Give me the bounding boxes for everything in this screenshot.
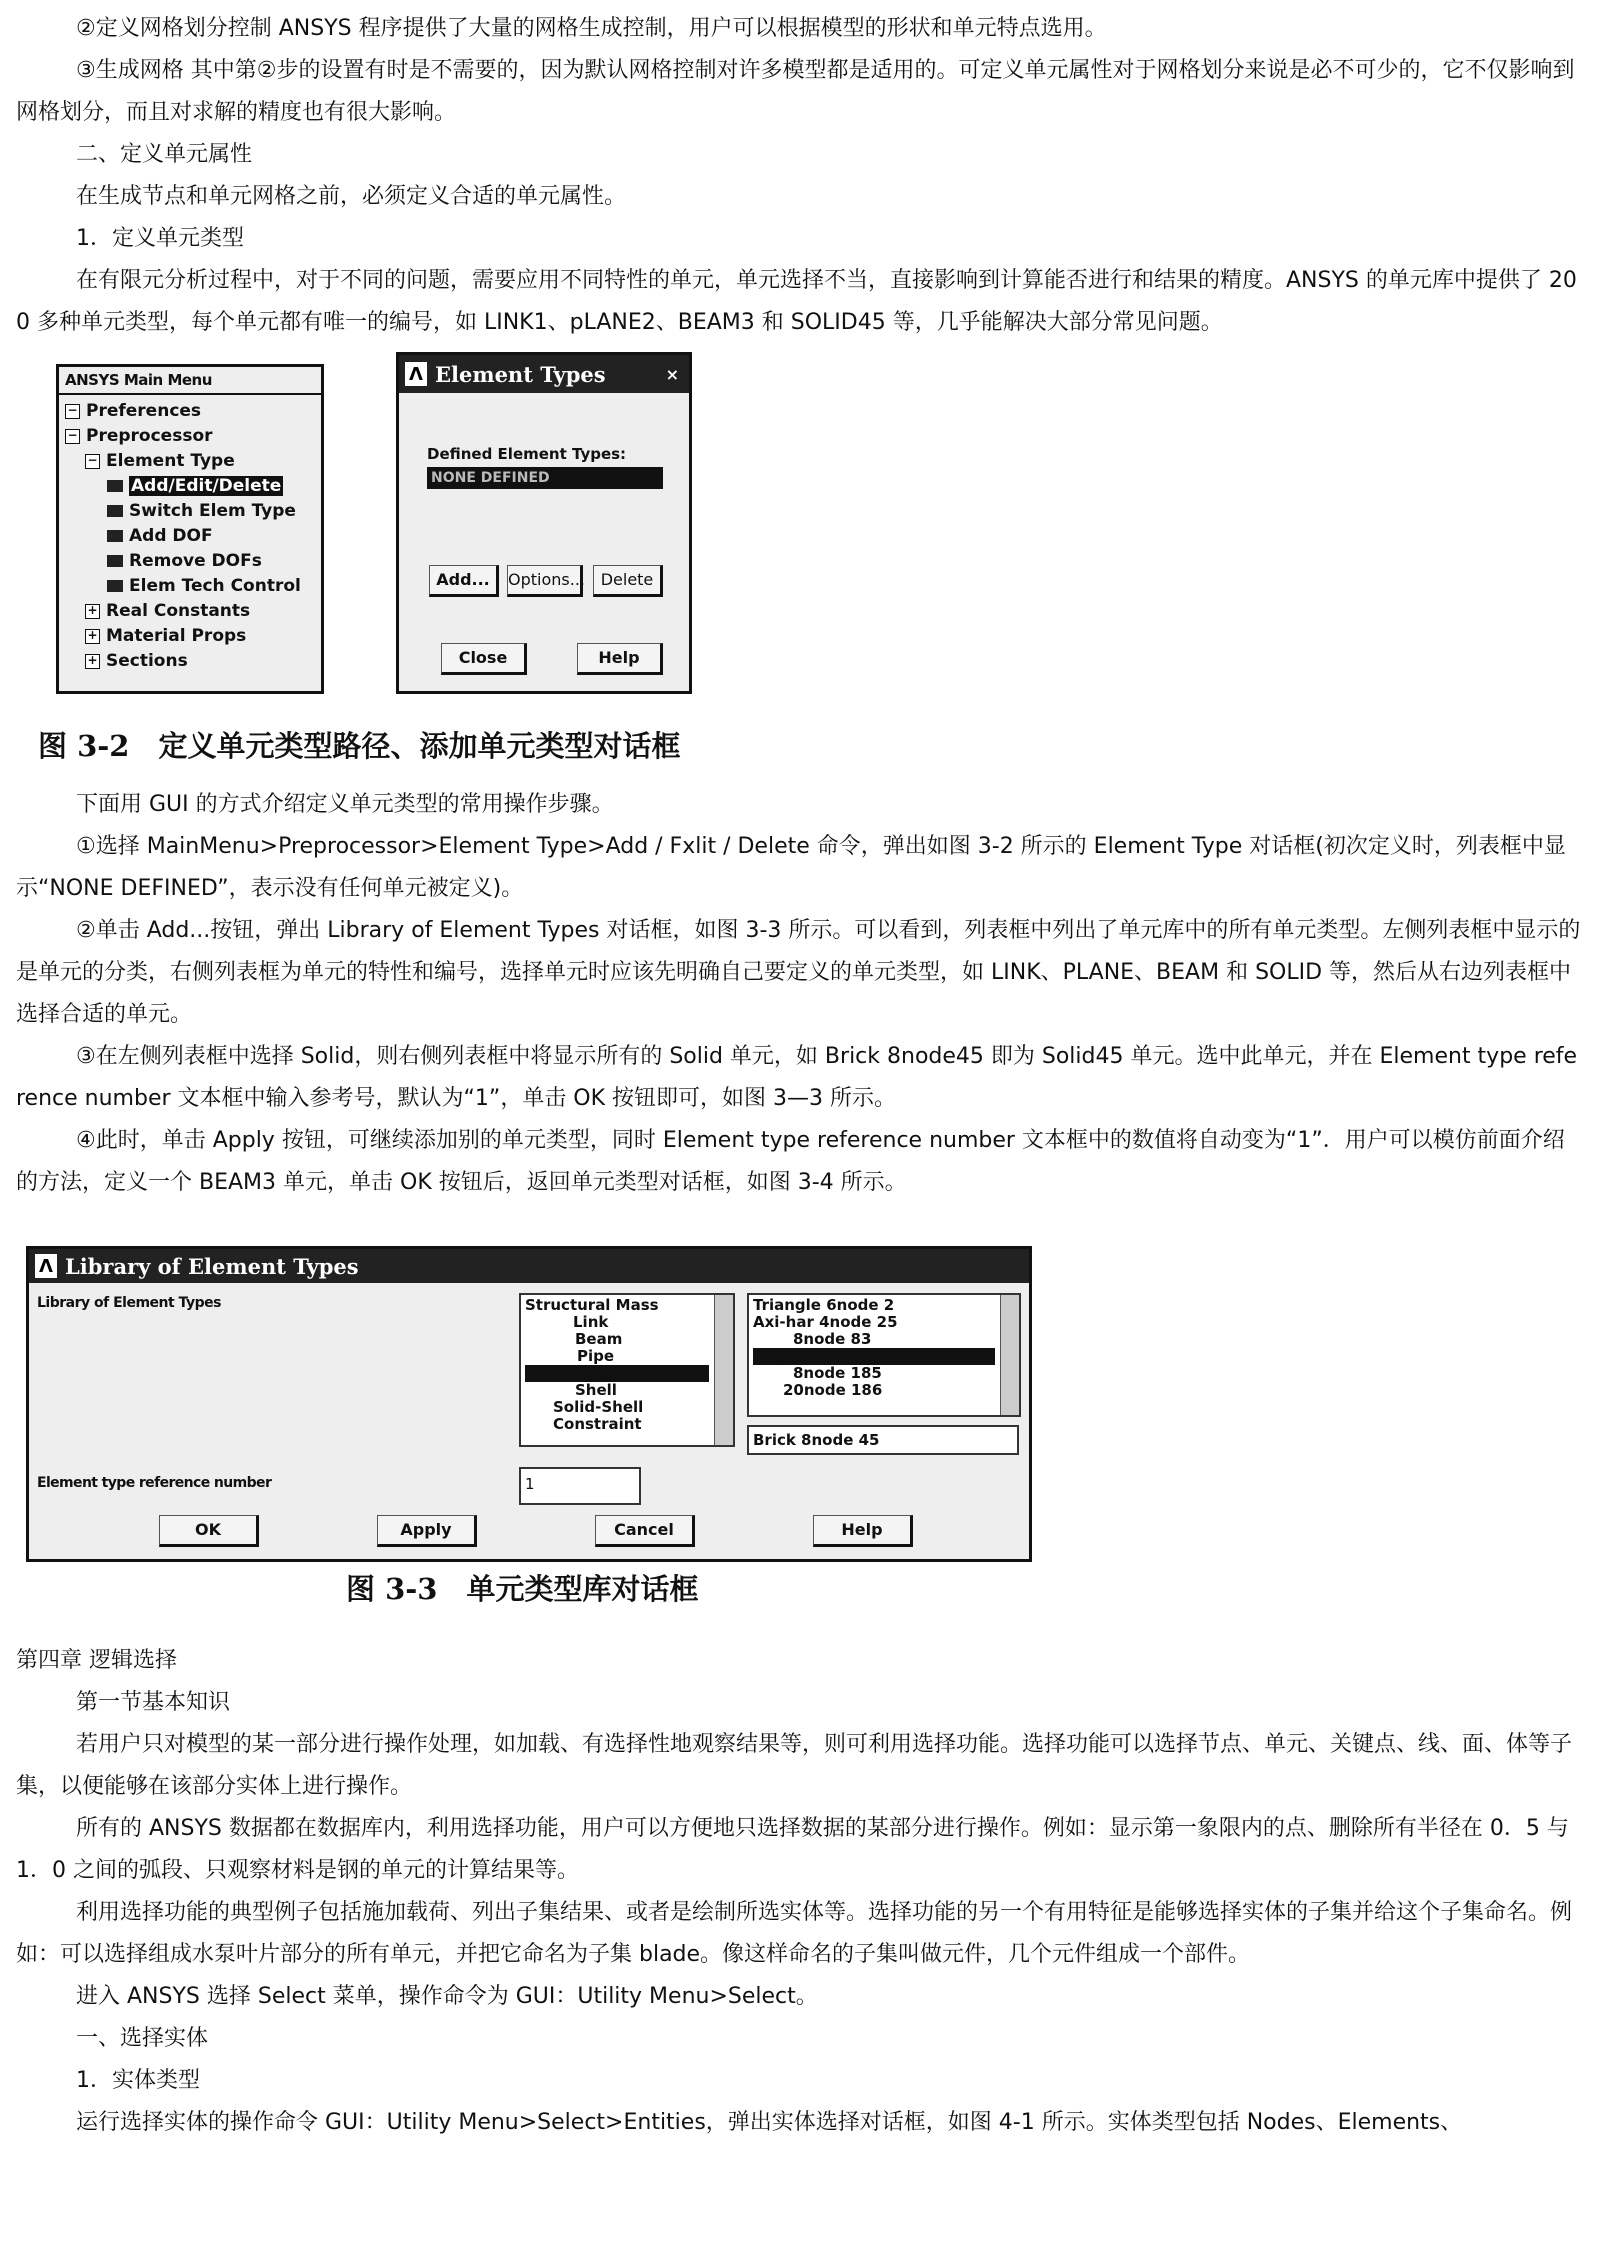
paragraph: ②定义网格划分控制 ANSYS 程序提供了大量的网格生成控制，用户可以根据模型的形状和单元特点选用。: [76, 16, 1107, 41]
dialog-title: Element Types: [435, 361, 606, 387]
category-item[interactable]: Structural Mass: [525, 1296, 659, 1314]
menu-item-add-dof[interactable]: Add DOF: [65, 524, 315, 549]
options-button[interactable]: Options...: [507, 565, 583, 597]
paragraph: 进入 ANSYS 选择 Select 菜单，操作命令为 GUI：Utility Menu>Select。: [76, 1984, 818, 2009]
main-menu-title: ANSYS Main Menu: [59, 367, 321, 395]
menu-command-icon: [107, 480, 123, 492]
element-list[interactable]: [747, 1293, 1021, 1417]
menu-item-remove-dofs[interactable]: Remove DOFs: [65, 549, 315, 574]
help-button[interactable]: Help: [577, 643, 663, 675]
element-item[interactable]: 8node 185: [793, 1364, 882, 1382]
element-item[interactable]: 20node 186: [783, 1381, 883, 1399]
subsection-heading: 1．定义单元类型: [76, 226, 244, 251]
menu-item-sections[interactable]: + Sections: [65, 649, 315, 674]
paragraph: 利用选择功能的典型例子包括施加载荷、列出子集结果、或者是绘制所选实体等。选择功能的另一个有用特征是能够选择实体的子集并给这个子集命名。例如：可以选择组成水泵叶片部分的所有单元，并把它命名为子集 blade。像这样命名的子集叫做元件，几个元件组成一个部件。: [16, 1900, 1573, 1967]
paragraph: ①选择 MainMenu>Preprocessor>Element Type>Add / Fxlit / Delete 命令，弹出如图 3-2 所示的 Element Type 对话框(初次定义时，列表框中显示“NONE DEFINED”，表示没有任何单元被定义)。: [16, 834, 1566, 901]
chapter-heading: 第四章 逻辑选择: [16, 1648, 177, 1673]
collapse-box-icon: −: [85, 454, 100, 469]
ref-number-label: Element type reference number: [37, 1475, 272, 1491]
category-item[interactable]: Shell: [575, 1381, 617, 1399]
close-icon[interactable]: ×: [665, 364, 679, 384]
paragraph: 在生成节点和单元网格之前，必须定义合适的单元属性。: [76, 184, 627, 209]
category-item[interactable]: Pipe: [577, 1347, 615, 1365]
figure-3-3: [16, 1204, 1582, 1564]
menu-command-icon: [107, 580, 123, 592]
library-of-element-types-dialog: [26, 1246, 1032, 1562]
paragraph: 在有限元分析过程中，对于不同的问题，需要应用不同特性的单元，单元选择不当，直接影响到计算能否进行和结果的精度。ANSYS 的单元库中提供了 200 多种单元类型，每个单元都有唯一的编号，如 LINK1、pLANE2、BEAM3 和 SOLID45 等，几乎能解决大部分常见问题。: [16, 268, 1577, 335]
category-item-selected[interactable]: Solid: [525, 1365, 709, 1382]
category-item[interactable]: Solid-Shell: [553, 1398, 644, 1416]
ok-button[interactable]: OK: [159, 1515, 259, 1547]
menu-item-add-edit-delete[interactable]: Add/Edit/Delete: [65, 474, 315, 499]
element-item[interactable]: Triangle 6node 2: [753, 1296, 895, 1314]
category-item[interactable]: Beam: [575, 1330, 623, 1348]
element-item-selected[interactable]: Brick 8node 45: [753, 1348, 995, 1365]
section-heading: 一、选择实体: [76, 2026, 209, 2051]
expand-box-icon: +: [85, 629, 100, 644]
paragraph: 若用户只对模型的某一部分进行操作处理，如加载、有选择性地观察结果等，则可利用选择功能。选择功能可以选择节点、单元、关键点、线、面、体等子集，以便能够在该部分实体上进行操作。: [16, 1732, 1573, 1799]
menu-item-material-props[interactable]: + Material Props: [65, 624, 315, 649]
paragraph: 所有的 ANSYS 数据都在数据库内，利用选择功能，用户可以方便地只选择数据的某部分进行操作。例如：显示第一象限内的点、删除所有半径在 0．5 与 1．0 之间的弧段、只观察材料是钢的单元的计算结果等。: [16, 1816, 1569, 1883]
menu-item-element-type[interactable]: − Element Type: [65, 449, 315, 474]
help-button[interactable]: Help: [813, 1515, 913, 1547]
library-label: Library of Element Types: [37, 1295, 221, 1311]
menu-item-preferences[interactable]: − Preferences: [65, 399, 315, 424]
figure-3-2: [16, 344, 1582, 744]
paragraph: ④此时，单击 Apply 按钮，可继续添加别的单元类型，同时 Element type reference number 文本框中的数值将自动变为“1”．用户可以模仿前面介绍的方法，定义一个 BEAM3 单元，单击 OK 按钮后，返回单元类型对话框，如图 3-4 所示。: [16, 1128, 1565, 1195]
paragraph: ③生成网格 其中第②步的设置有时是不需要的，因为默认网格控制对许多模型都是适用的。可定义单元属性对于网格划分来说是必不可少的，它不仅影响到网格划分，而且对求解的精度也有很大影响。: [16, 58, 1575, 125]
paragraph: 运行选择实体的操作命令 GUI：Utility Menu>Select>Entities，弹出实体选择对话框，如图 4-1 所示。实体类型包括 Nodes、Elements、: [76, 2110, 1463, 2135]
category-list[interactable]: [519, 1293, 735, 1447]
element-types-dialog: [396, 352, 692, 694]
apply-button[interactable]: Apply: [377, 1515, 477, 1547]
ansys-main-menu-window: [56, 364, 324, 694]
menu-item-elem-tech-control[interactable]: Elem Tech Control: [65, 574, 315, 599]
menu-item-real-constants[interactable]: + Real Constants: [65, 599, 315, 624]
section-heading: 第一节基本知识: [76, 1690, 231, 1715]
ansys-logo-icon: Λ: [405, 362, 427, 386]
scrollbar[interactable]: [714, 1295, 733, 1445]
collapse-box-icon: −: [65, 429, 80, 444]
defined-types-item: NONE DEFINED: [431, 470, 550, 486]
element-item[interactable]: 8node 83: [793, 1330, 872, 1348]
expand-box-icon: +: [85, 604, 100, 619]
figure-caption: 图 3-3 单元类型库对话框: [346, 1572, 699, 1606]
subsection-heading: 1．实体类型: [76, 2068, 200, 2093]
dialog-title: Library of Element Types: [65, 1253, 359, 1279]
figure-caption: 图 3-2 定义单元类型路径、添加单元类型对话框: [38, 729, 681, 763]
section-heading: 二、定义单元属性: [76, 142, 253, 167]
menu-command-icon: [107, 555, 123, 567]
delete-button[interactable]: Delete: [593, 565, 663, 597]
dialog-titlebar: [29, 1249, 1029, 1283]
selected-element-field: Brick 8node 45: [747, 1425, 1019, 1455]
collapse-box-icon: −: [65, 404, 80, 419]
add-button[interactable]: Add...: [429, 565, 499, 597]
menu-command-icon: [107, 505, 123, 517]
ref-number-input[interactable]: 1: [519, 1467, 641, 1505]
scrollbar[interactable]: [1000, 1295, 1019, 1415]
cancel-button[interactable]: Cancel: [595, 1515, 695, 1547]
expand-box-icon: +: [85, 654, 100, 669]
defined-types-label: Defined Element Types:: [427, 445, 627, 463]
menu-item-switch-elem-type[interactable]: Switch Elem Type: [65, 499, 315, 524]
category-item[interactable]: Constraint: [553, 1415, 642, 1433]
menu-tree: [59, 395, 321, 678]
paragraph: 下面用 GUI 的方式介绍定义单元类型的常用操作步骤。: [76, 792, 614, 817]
close-button[interactable]: Close: [441, 643, 527, 675]
category-item[interactable]: Link: [573, 1313, 609, 1331]
menu-command-icon: [107, 530, 123, 542]
element-item[interactable]: Axi-har 4node 25: [753, 1313, 898, 1331]
document-page: [16, 8, 1582, 2144]
menu-item-preprocessor[interactable]: − Preprocessor: [65, 424, 315, 449]
ansys-logo-icon: Λ: [35, 1254, 57, 1278]
paragraph: ③在左侧列表框中选择 Solid，则右侧列表框中将显示所有的 Solid 单元，如 Brick 8node45 即为 Solid45 单元。选中此单元，并在 Element type reference number 文本框中输入参考号，默认为“1”，单击 OK 按钮即可，如图 3—3 所示。: [16, 1044, 1578, 1111]
defined-types-list[interactable]: [427, 467, 663, 489]
dialog-titlebar: [399, 355, 689, 393]
paragraph: ②单击 Add...按钮，弹出 Library of Element Types 对话框，如图 3-3 所示。可以看到，列表框中列出了单元库中的所有单元类型。左侧列表框中显示的是单元的分类，右侧列表框为单元的特性和编号，选择单元时应该先明确自己要定义的单元类型，如 LINK、PLANE、BEAM 和 SOLID 等，然后从右边列表框中选择合适的单元。: [16, 918, 1581, 1027]
